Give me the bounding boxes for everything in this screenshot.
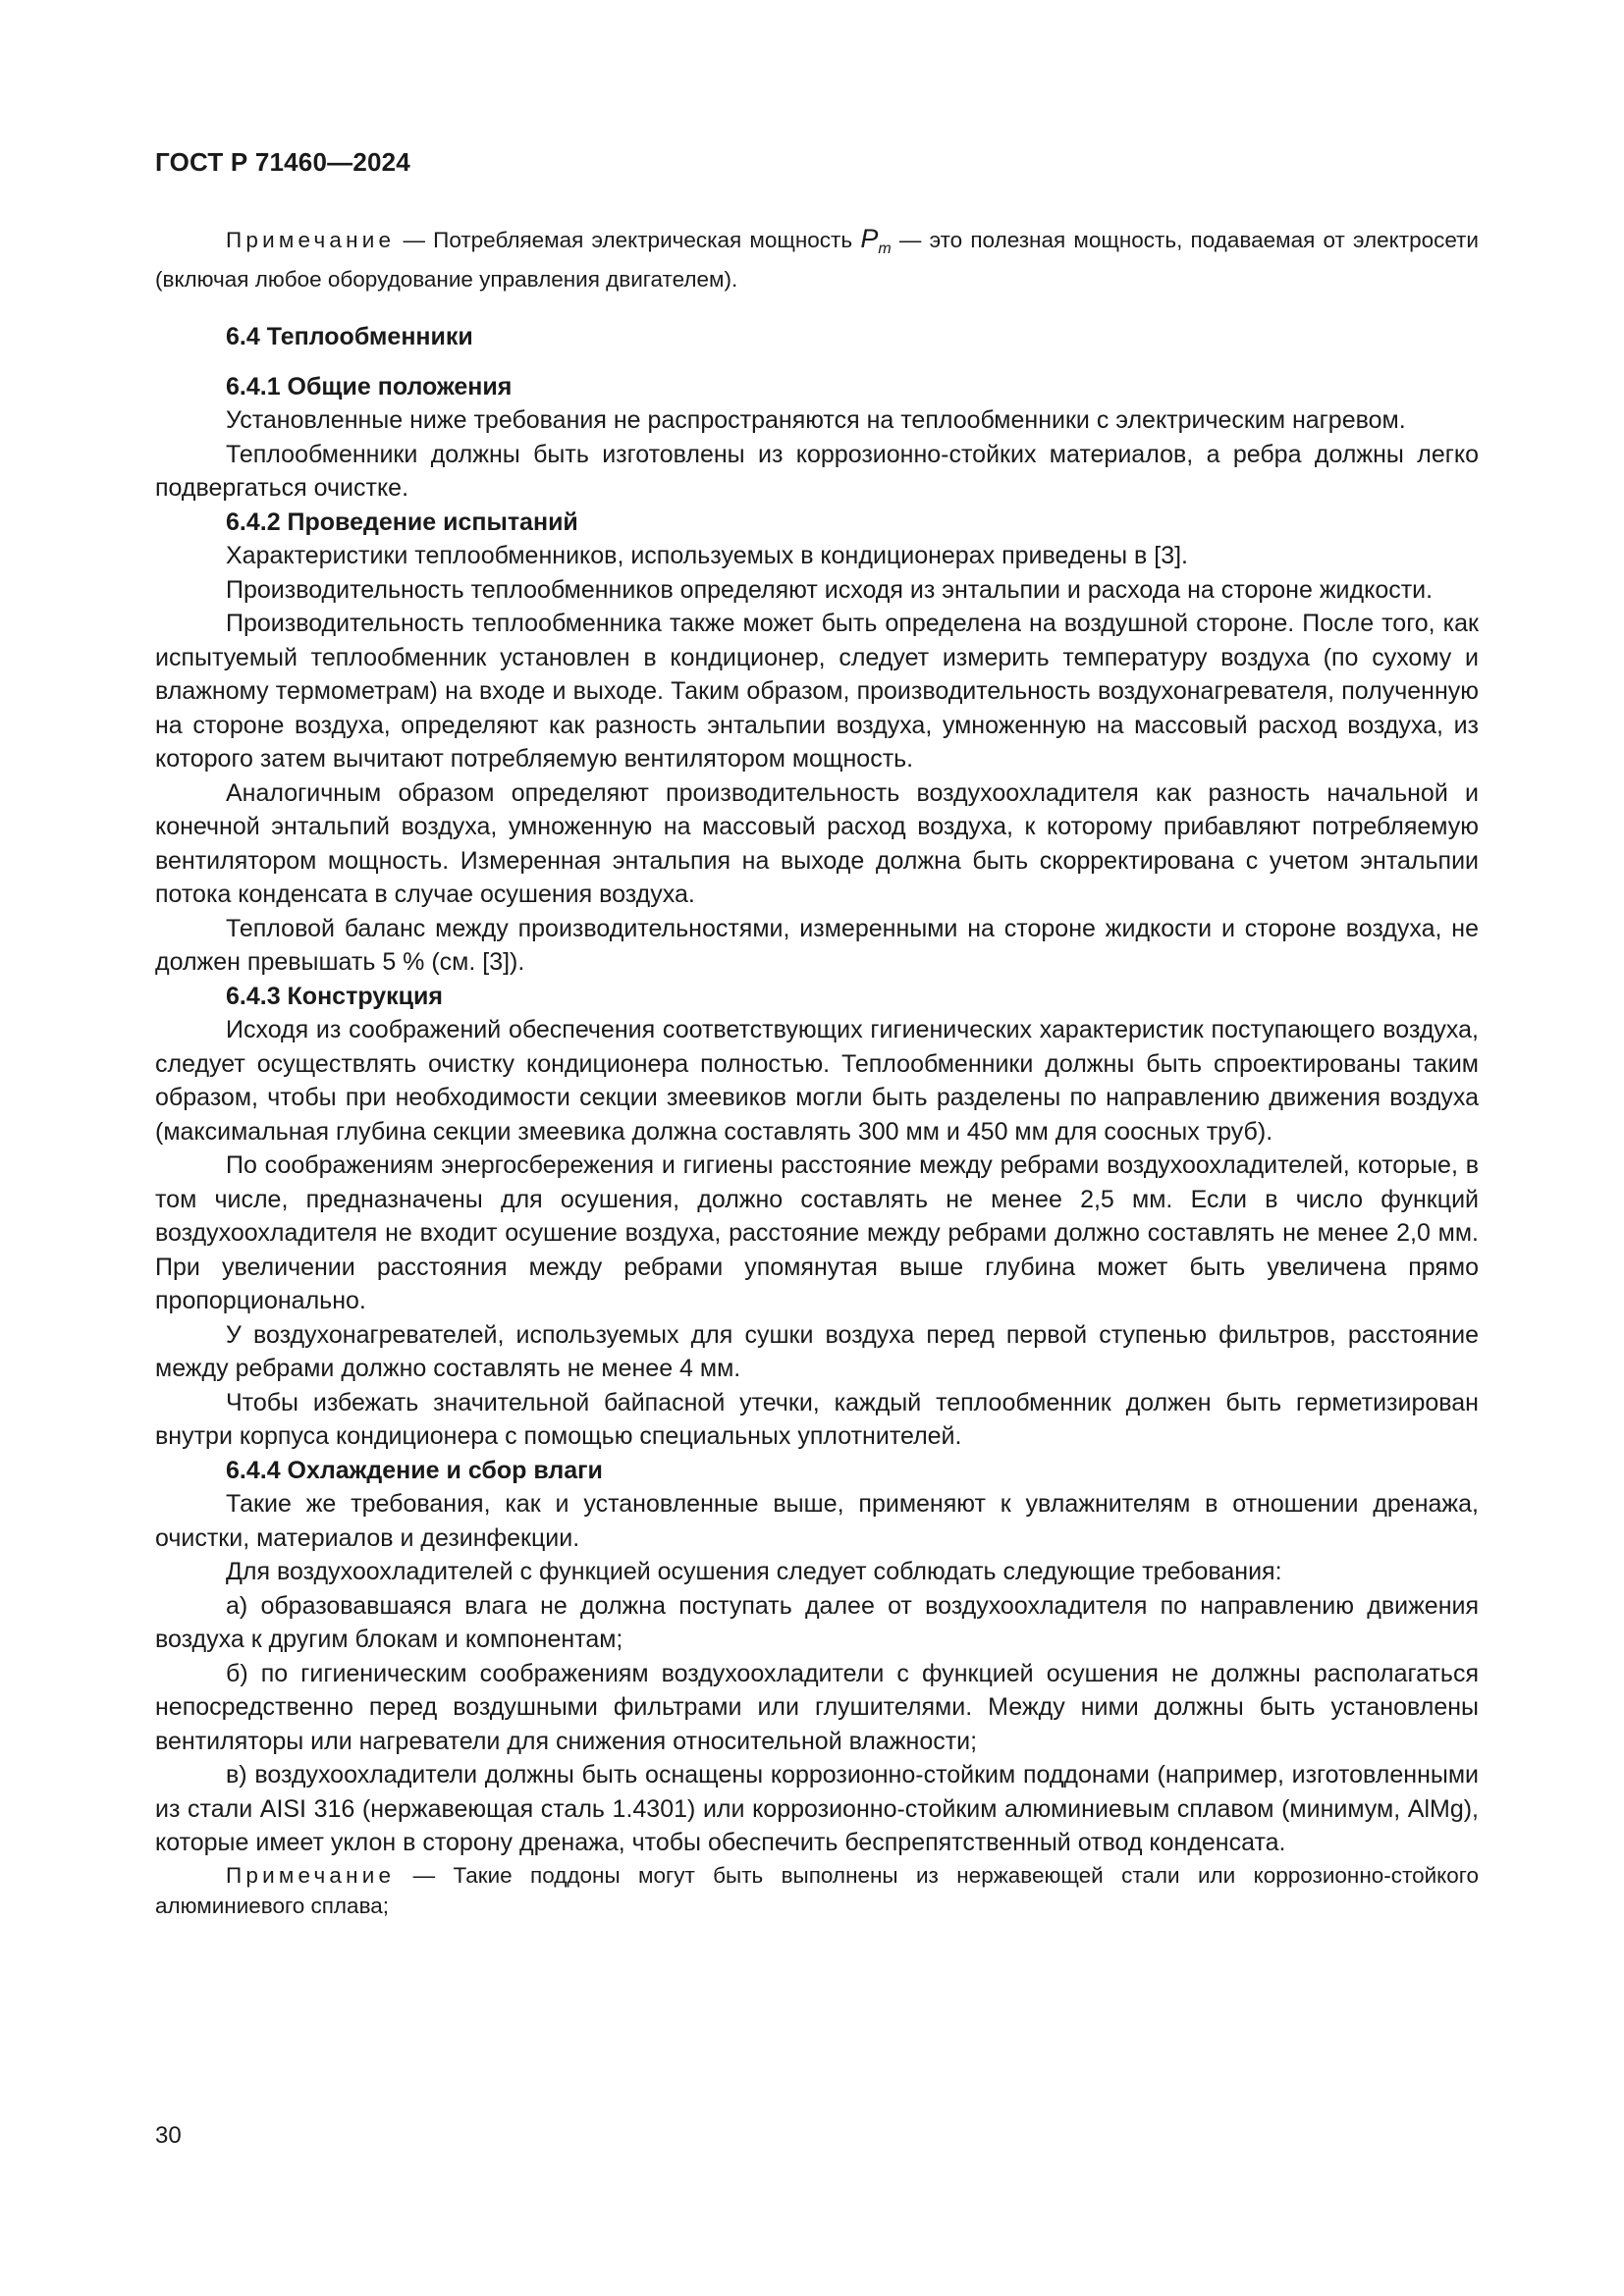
paragraph: Теплообменники должны быть изготовлены из коррозионно-стойких материалов, а ребра должны легко подвергаться очистке. <box>155 440 1479 502</box>
power-symbol: P <box>860 224 879 253</box>
note-pans <box>155 1860 1479 1921</box>
document-header: ГОСТ Р 71460—2024 <box>155 147 410 177</box>
note-text-after: — это полезная мощность, подаваемая от электросети (включая любое оборудование управления двигателем). <box>155 228 1479 292</box>
paragraph: Характеристики теплообменников, используемых в кондиционерах приведены в [3]. <box>226 542 1189 569</box>
section-title-6-4-1: 6.4.1 Общие положения <box>226 372 513 400</box>
document-body <box>155 224 1479 1921</box>
list-item-b: б) по гигиеническим соображениям воздухоохладители с функцией осушения не должны располагаться непосредственно перед воздушными фильтрами или глушителями. Между ними должны быть установлены вентиляторы или нагреватели для снижения относительной влажности; <box>155 1659 1479 1755</box>
section-title-6-4-2: 6.4.2 Проведение испытаний <box>226 507 578 536</box>
paragraph: Чтобы избежать значительной байпасной утечки, каждый теплообменник должен быть герметизирован внутри корпуса кондиционера с помощью специальных уплотнителей. <box>155 1388 1479 1450</box>
paragraph: По соображениям энергосбережения и гигиены расстояние между ребрами воздухоохладителей, которые, в том числе, предназначены для осушения, должно составлять не менее 2,5 мм. Если в число функций воздухоохладителя не входит осушение воздуха, расстояние между ребрами должно составлять не менее 2,0 мм. При увеличении расстояния между ребрами упомянутая выше глубина может быть увеличена прямо пропорционально. <box>155 1151 1479 1314</box>
paragraph: У воздухонагревателей, используемых для сушки воздуха перед первой ступенью фильтров, расстояние между ребрами должно составлять не менее 4 мм. <box>155 1320 1479 1382</box>
section-title-6-4-4: 6.4.4 Охлаждение и сбор влаги <box>226 1456 603 1484</box>
note-text-before: — Потребляемая электрическая мощность <box>395 228 861 252</box>
section-title-6-4: 6.4 Теплообменники <box>226 323 473 350</box>
section-title-6-4-3: 6.4.3 Конструкция <box>226 982 444 1010</box>
paragraph: Аналогичным образом определяют производительность воздухоохладителя как разность начальной и конечной энтальпий воздуха, умноженную на массовый расход воздуха, к которому прибавляют потребляемую вентилятором мощность. Измеренная энтальпия на выходе должна быть скорректирована с учетом энтальпии потока конденсата в случае осушения воздуха. <box>155 778 1479 908</box>
note-text: — Такие поддоны могут быть выполнены из нержавеющей стали или коррозионно-стойкого алюминиевого сплава; <box>155 1862 1479 1918</box>
paragraph: Такие же требования, как и установленные выше, применяют к увлажнителям в отношении дренажа, очистки, материалов и дезинфекции. <box>155 1490 1479 1552</box>
note-label: Примечание <box>226 1862 396 1888</box>
note-label: Примечание <box>226 228 396 252</box>
list-item-a: а) образовавшаяся влага не должна поступать далее от воздухоохладителя по направлению движения воздуха к другим блокам и компонентам; <box>155 1591 1479 1653</box>
page-number: 30 <box>155 2122 182 2149</box>
list-item-c: в) воздухоохладители должны быть оснащены коррозионно-стойким поддонами (например, изготовленными из стали AISI 316 (нержавеющая сталь 1.4301) или коррозионно-стойким алюминиевым сплавом (минимум, AlMg), которые имеет уклон в сторону дренажа, чтобы обеспечить беспрепятственный отвод конденсата. <box>155 1761 1479 1856</box>
paragraph: Для воздухоохладителей с функцией осушения следует соблюдать следующие требования: <box>226 1558 1282 1585</box>
paragraph: Тепловой баланс между производительностями, измеренными на стороне жидкости и стороне воздуха, не должен превышать 5 % (см. [3]). <box>155 914 1479 976</box>
paragraph: Производительность теплообменников определяют исходя из энтальпии и расхода на стороне жидкости. <box>226 575 1434 604</box>
paragraph: Установленные ниже требования не распространяются на теплообменники с электрическим нагревом. <box>226 406 1406 434</box>
paragraph: Производительность теплообменника также может быть определена на воздушной стороне. После того, как испытуемый теплообменник установлен в кондиционер, следует измерить температуру воздуха (по сухому и влажному термометрам) на входе и выходе. Таким образом, производительность воздухонагревателя, полученную на стороне воздуха, определяют как разность энтальпии воздуха, умноженную на массовый расход воздуха, из которого затем вычитают потребляемую вентилятором мощность. <box>155 610 1479 773</box>
paragraph: Исходя из соображений обеспечения соответствующих гигиенических характеристик поступающего воздуха, следует осуществлять очистку кондиционера полностью. Теплообменники должны быть спроектированы таким образом, чтобы при необходимости секции змеевиков могли быть разделены по направлению движения воздуха (максимальная глубина секции змеевика должна составлять 300 мм и 450 мм для соосных труб). <box>155 1016 1479 1146</box>
power-symbol-subscript: m <box>878 240 892 257</box>
note-power <box>155 224 1479 294</box>
